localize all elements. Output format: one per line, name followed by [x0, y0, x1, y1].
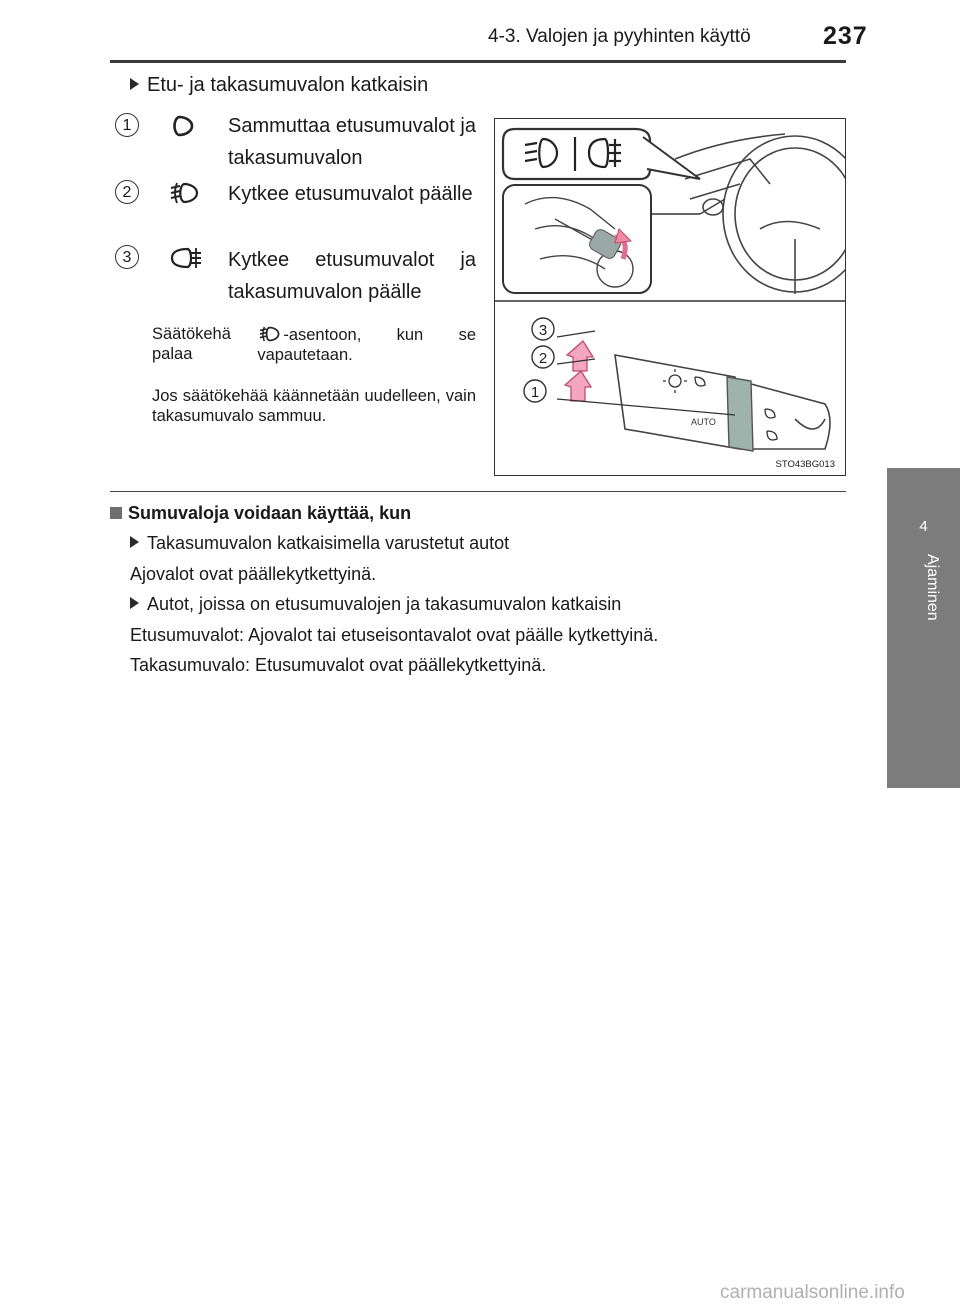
usage-bullet-1: Takasumuvalon katkaisimella varustetut autot [130, 533, 509, 554]
item-text-1: Sammuttaa etusumuvalot ja takasumuvalon [228, 115, 476, 169]
item-number-2: 2 [115, 180, 139, 204]
front-fog-icon [168, 179, 202, 207]
illustration-drawing [495, 119, 845, 475]
section-heading: Etu- ja takasumuvalon katkaisin [130, 74, 428, 97]
item-text-2: Kytkee etusumuvalot päälle [228, 183, 473, 205]
callout-label-2: 2 [538, 350, 548, 367]
item-number-3: 3 [115, 245, 139, 269]
item-number-1: 1 [115, 113, 139, 137]
callout-numbers [524, 318, 554, 402]
chapter-number: 4 [919, 518, 928, 535]
fog-switch-illustration [494, 118, 846, 476]
note-return-position: Säätökehä palaa -asentoon, kun se vapautetaan. [152, 325, 476, 364]
usage-line-2: Etusumuvalot: Ajovalot tai etuseisontavalot ovat päälle kytkettyinä. [130, 625, 659, 645]
page-number: 237 [823, 22, 868, 50]
usage-line-3: Takasumuvalo: Etusumuvalot ovat päällekytkettyinä. [130, 655, 547, 675]
lever-drawing [615, 355, 830, 449]
running-header: 4-3. Valojen ja pyyhinten käyttö [488, 26, 751, 47]
section-divider [110, 491, 846, 492]
arrow-bullet-icon [130, 597, 139, 609]
square-bullet-icon [110, 507, 122, 519]
front-fog-icon [257, 324, 283, 344]
item-text-3: Kytkee etusumuvalot ja takasumuvalon päälle [228, 249, 476, 303]
rear-fog-icon [168, 244, 204, 272]
callout-label-3: 3 [538, 322, 548, 339]
callout-label-1: 1 [530, 384, 540, 401]
arrow-bullet-icon [130, 78, 139, 90]
note-rear-fog-off: Jos säätökehää käännetään uudelleen, vain takasumuvalo sammuu. [152, 387, 476, 425]
fog-off-icon [170, 112, 200, 140]
arrow-bullet-icon [130, 536, 139, 548]
auto-label: AUTO [691, 417, 716, 427]
figure-code: STO43BG013 [775, 459, 835, 470]
chapter-tab [887, 468, 960, 788]
header-rule [110, 60, 846, 63]
usage-line-1: Ajovalot ovat päällekytkettyinä. [130, 564, 377, 584]
watermark: carmanualsonline.info [720, 1282, 905, 1303]
usage-bullet-2: Autot, joissa on etusumuvalojen ja takasumuvalon katkaisin [130, 594, 621, 615]
usage-heading: Sumuvaloja voidaan käyttää, kun [110, 503, 411, 524]
chapter-label: Ajaminen [924, 554, 941, 621]
